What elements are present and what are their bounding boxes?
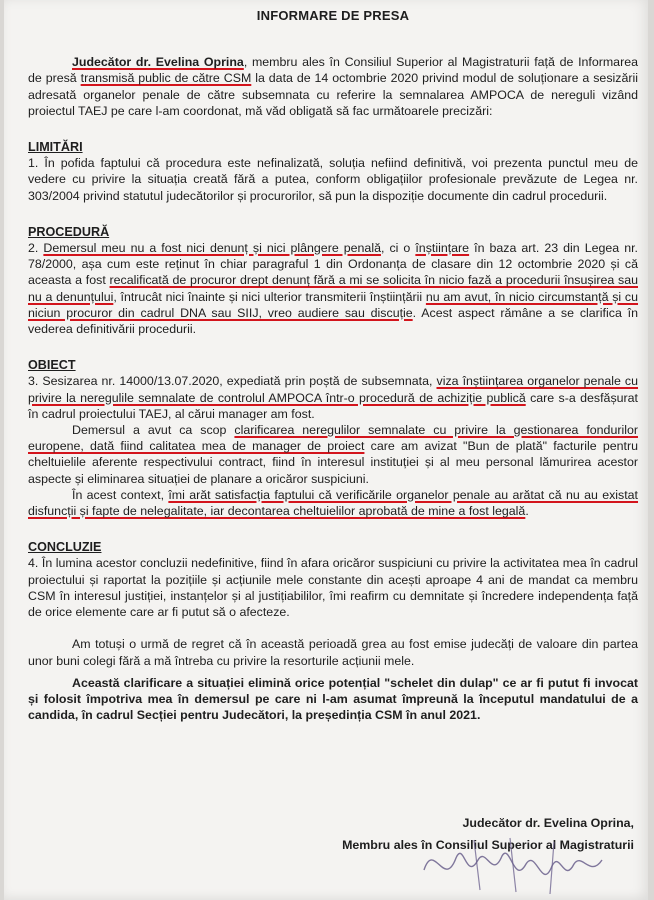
document-title: INFORMARE DE PRESA bbox=[256, 8, 410, 23]
regret-paragraph: Am totuși o urmă de regret că în această perioadă grea au fost emise judecăți de valoare din partea unor buni colegi fără a mă întreba cu privire la resorturile acțiunii mele. bbox=[28, 637, 638, 668]
procedura-paragraph: 2. Demersul meu nu a fost nici denunț și nici plângere penală, ci o înștiințare în baza art. 23 din Legea nr. 78/2000, așa cum este reținut în chiar paragraful 1 din Ordonanța de clasare din 12 octombrie 2020 și că aceasta a fost recalificată de procuror drept denunț fără a mi se solicita în nicio fază a procedurii însușirea sau nu a denunțului, întrucât nici înainte și nici ulterior transmiterii înștiințării nu am avut, în nicio circumstanță și cu niciun procuror din cadrul DNA sau SIIJ, vreo audiere sau discuție. Acest aspect rămâne a se clarifica în vederea definitivării procedurii. bbox=[28, 241, 639, 337]
section-heading-concluzie: CONCLUZIE bbox=[28, 540, 102, 555]
handwritten-signature bbox=[414, 820, 614, 900]
section-heading-obiect: OBIECT bbox=[28, 358, 76, 373]
signature-name: Judecător dr. Evelina Oprina, bbox=[462, 816, 634, 830]
document-body bbox=[28, 6, 638, 723]
obiect-paragraph-1: 3. Sesizarea nr. 14000/13.07.2020, expediată prin poștă de subsemnata, viza înștiințarea organelor penale cu privire la neregulile semnalate de controlul AMPOCA într-o procedură de achiziție publică care s-a desfășurat în cadrul proiectului TAEJ, al cărui manager am fost. bbox=[28, 374, 639, 421]
concluzie-paragraph: 4. În lumina acestor concluzii nedefinitive, fiind în afara oricăror suspiciuni cu privire la activitatea mea în cadrul proiectului și raportat la pozițiile și acțiunile mele constante din acești aproape 4 ani de mandat ca membru CSM în interesul justiției, instanțelor și al justițiabililor, îmi reafirm cu demnitate și încredere independența față de orice elemente care ar fi putut să o afecteze. bbox=[28, 556, 638, 620]
document-page bbox=[4, 0, 648, 900]
obiect-paragraph-2: Demersul a avut ca scop clarificarea neregulilor semnalate cu privire la gestionarea fondurilor europene, dată fiind calitatea mea de manager de proiect care am avizat "Bun de plată" facturile pentru cheltuielile aferente respectivului contract, fiind în interesul instituției și al meu personal lămurirea acestor aspecte și eliminarea situației de planare a oricăror suspiciuni. bbox=[28, 423, 638, 486]
limitari-paragraph: 1. În pofida faptului că procedura este nefinalizată, soluția nefiind definitivă, voi prezenta punctul meu de vedere cu privire la situația creată fără a putea, conform obligațiilor profesionale prevăzute de Legea nr. 303/2004 privind statutul judecătorilor și procurorilor, să pun la dispoziție documente din cadrul procedurii. bbox=[28, 156, 638, 203]
section-heading-limitari: LIMITĂRI bbox=[28, 140, 83, 155]
author-name: Judecător dr. Evelina Oprina bbox=[72, 55, 244, 70]
section-heading-procedura: PROCEDURĂ bbox=[28, 224, 110, 239]
final-paragraph: Această clarificare a situației elimină orice potențial "schelet din dulap" ce ar fi putut fi invocat și folosit împotriva mea în demersul pe care ni l-am asumat împreună la începutul mandatului de a candida, în cadrul Secției pentru Judecători, la președinția CSM în anul 2021. bbox=[28, 675, 638, 723]
obiect-paragraph-3: În acest context, îmi arăt satisfacția faptului că verificările organelor penale au arătat că nu au existat disfuncții și fapte de nelegalitate, iar decontarea cheltuielilor aprobată de mine a fost legală. bbox=[28, 487, 639, 519]
intro-paragraph: Judecător dr. Evelina Oprina, membru ales în Consiliul Superior al Magistraturii față de Informarea de presă transmisă public de către CSM la data de 14 octombrie 2020 privind modul de soluționare a sesizării adresată organelor penale de către subsemnata cu referire la semnalarea AMPOCA de nereguli vizând proiectul TAEJ pe care l-am coordonat, mă văd obligată să fac următoarele precizări: bbox=[28, 55, 638, 118]
signature-title: Membru ales în Consiliul Superior al Magistraturii bbox=[342, 838, 634, 852]
